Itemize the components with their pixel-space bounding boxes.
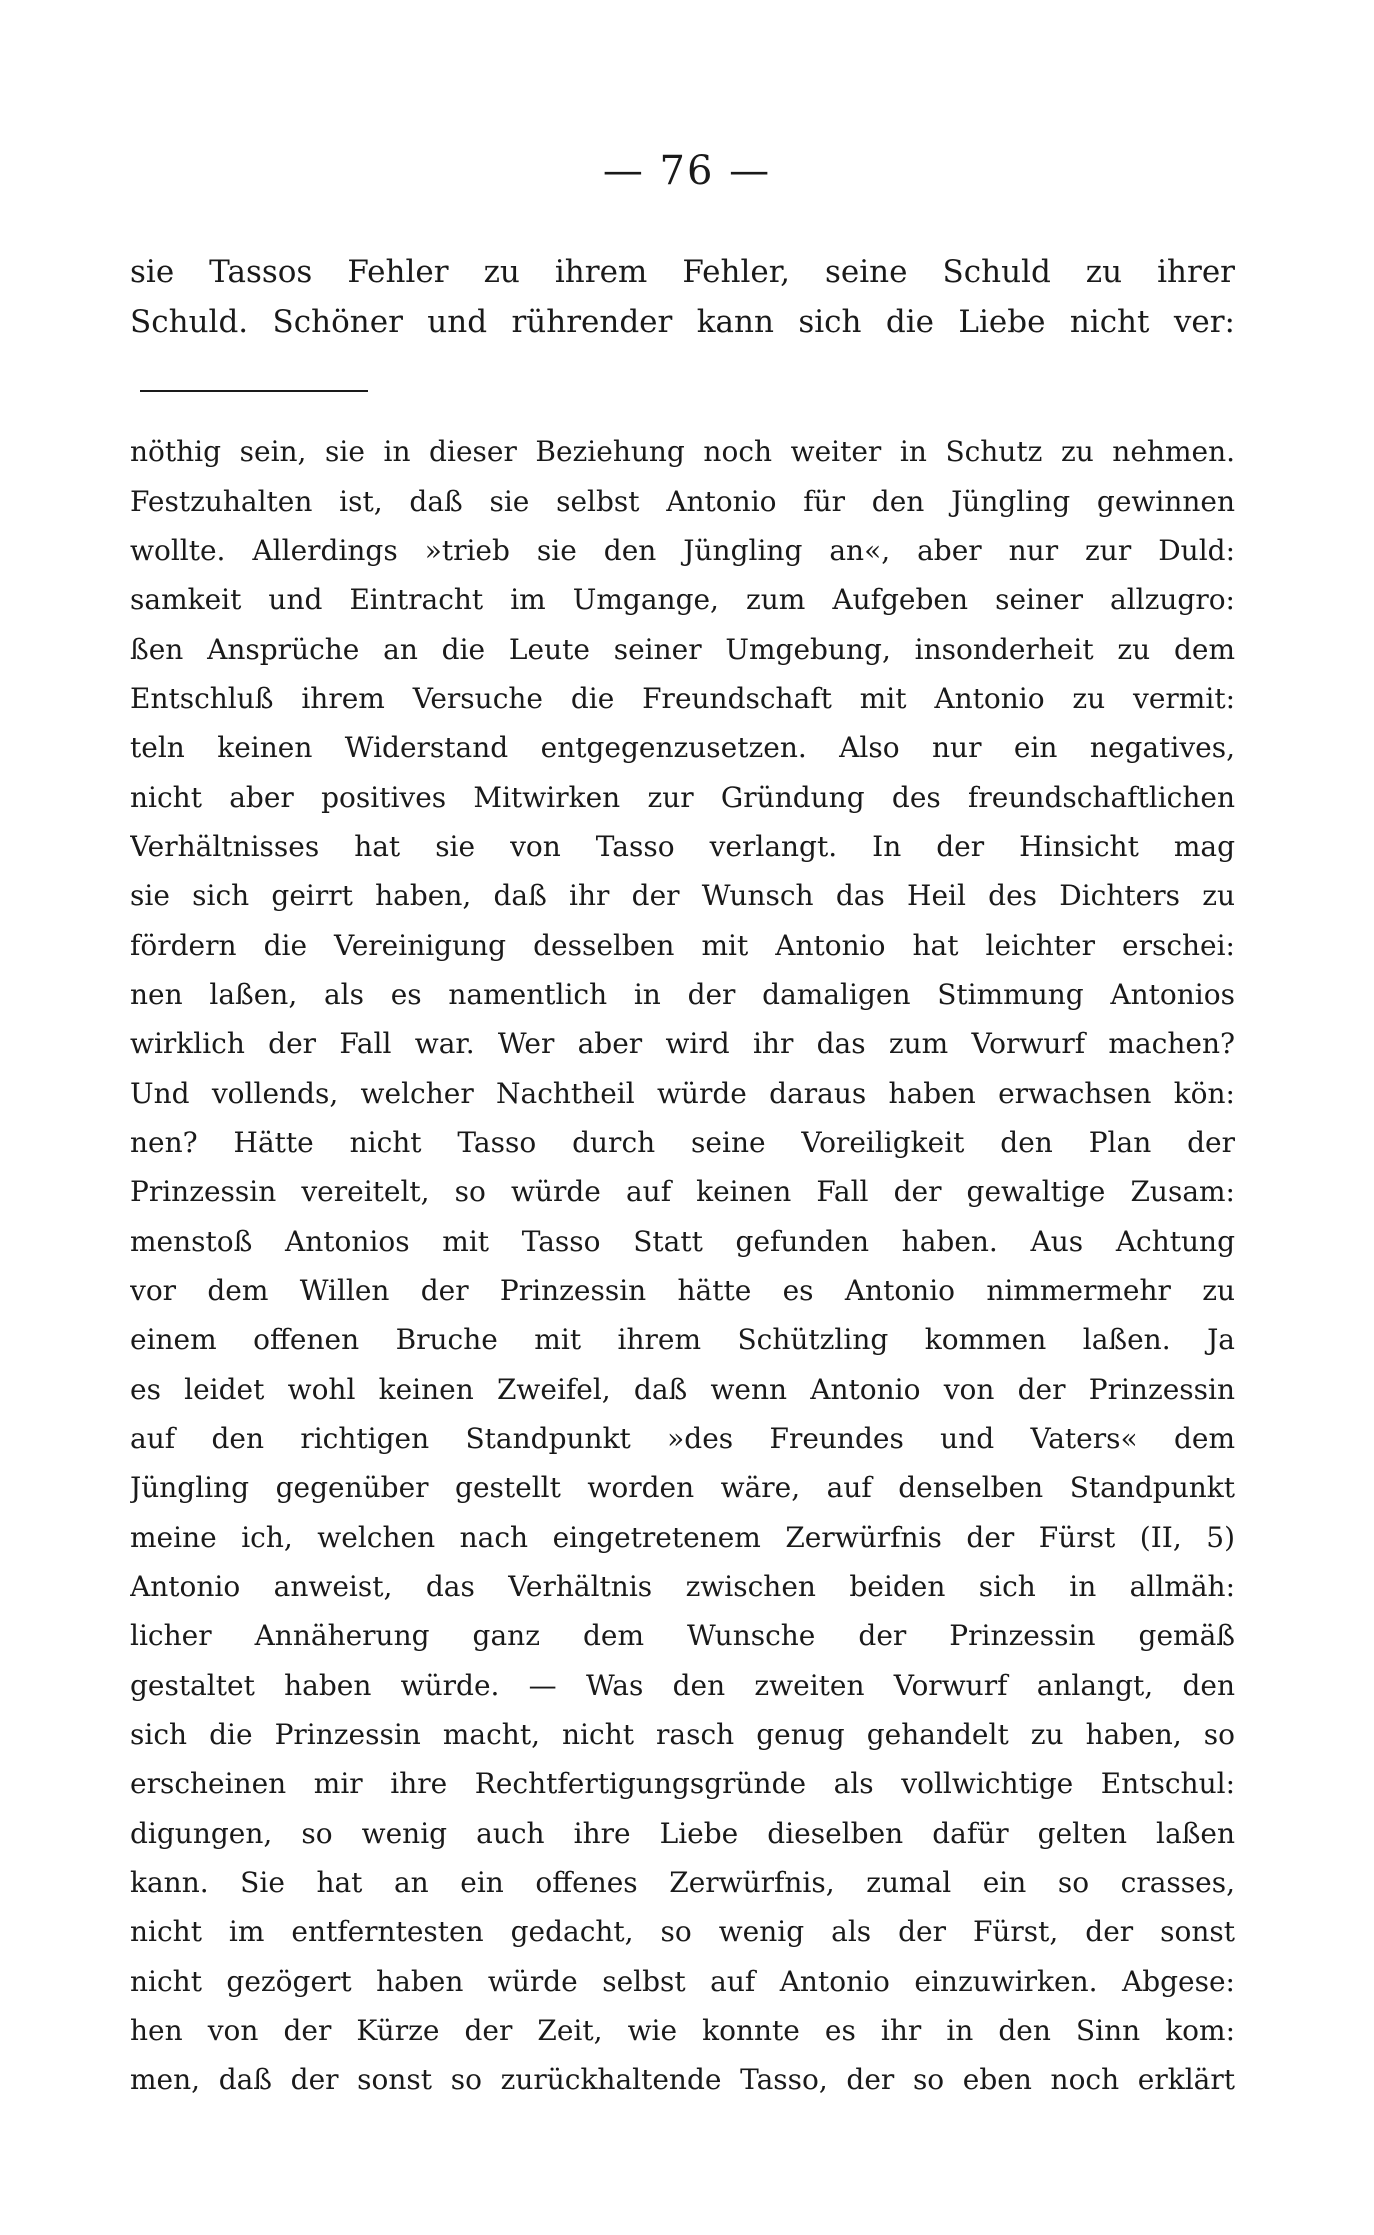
main-text-line: sie Tassos Fehler zu ihrem Fehler, seine Schuld zu ihrer	[130, 254, 1235, 290]
page-number: — 76 —	[602, 148, 772, 194]
footnote-line: ßen Ansprüche an die Leute seiner Umgebung, insonderheit zu dem	[130, 633, 1235, 666]
footnote-line: digungen, so wenig auch ihre Liebe dieselben dafür gelten laßen	[130, 1817, 1235, 1850]
footnote-rule	[140, 390, 368, 392]
main-text-line: Schuld. Schöner und rührender kann sich die Liebe nicht ver:	[130, 304, 1235, 340]
footnote-line: samkeit und Eintracht im Umgange, zum Aufgeben seiner allzugro:	[130, 583, 1235, 616]
footnote-line: Verhältnisses hat sie von Tasso verlangt. In der Hinsicht mag	[130, 830, 1235, 863]
footnote-line: vor dem Willen der Prinzessin hätte es Antonio nimmermehr zu	[130, 1274, 1235, 1307]
footnote-line: teln keinen Widerstand entgegenzusetzen. Also nur ein negatives,	[130, 731, 1235, 764]
footnote-line: nen? Hätte nicht Tasso durch seine Voreiligkeit den Plan der	[130, 1126, 1235, 1159]
footnote-line: kann. Sie hat an ein offenes Zerwürfnis, zumal ein so crasses,	[130, 1866, 1235, 1899]
footnote-line: nicht im entferntesten gedacht, so wenig als der Fürst, der sonst	[130, 1915, 1235, 1948]
footnote-line: es leidet wohl keinen Zweifel, daß wenn Antonio von der Prinzessin	[130, 1373, 1235, 1406]
footnote-line: gestaltet haben würde. — Was den zweiten Vorwurf anlangt, den	[130, 1669, 1235, 1702]
footnote-line: licher Annäherung ganz dem Wunsche der Prinzessin gemäß	[130, 1619, 1235, 1652]
footnote-line: wirklich der Fall war. Wer aber wird ihr das zum Vorwurf machen?	[130, 1027, 1235, 1060]
footnote-line: sie sich geirrt haben, daß ihr der Wunsch das Heil des Dichters zu	[130, 879, 1235, 912]
footnote-line: nicht aber positives Mitwirken zur Gründung des freundschaftlichen	[130, 781, 1235, 814]
footnote-line: Antonio anweist, das Verhältnis zwischen beiden sich in allmäh:	[130, 1570, 1235, 1603]
footnote-line: sich die Prinzessin macht, nicht rasch genug gehandelt zu haben, so	[130, 1718, 1235, 1751]
footnote-line: hen von der Kürze der Zeit, wie konnte es ihr in den Sinn kom:	[130, 2014, 1235, 2047]
footnote-line: menstoß Antonios mit Tasso Statt gefunden haben. Aus Achtung	[130, 1225, 1235, 1258]
footnote-line: erscheinen mir ihre Rechtfertigungsgründe als vollwichtige Entschul:	[130, 1767, 1235, 1800]
footnote-line: nöthig sein, sie in dieser Beziehung noch weiter in Schutz zu nehmen.	[130, 435, 1235, 468]
footnote-line: Prinzessin vereitelt, so würde auf keinen Fall der gewaltige Zusam:	[130, 1175, 1235, 1208]
footnote-line: wollte. Allerdings »trieb sie den Jüngling an«, aber nur zur Duld:	[130, 534, 1235, 567]
footnote-line: fördern die Vereinigung desselben mit Antonio hat leichter erschei:	[130, 929, 1235, 962]
footnote-line: Jüngling gegenüber gestellt worden wäre, auf denselben Standpunkt	[130, 1471, 1235, 1504]
footnote-line: Entschluß ihrem Versuche die Freundschaft mit Antonio zu vermit:	[130, 682, 1235, 715]
footnote-line: nen laßen, als es namentlich in der damaligen Stimmung Antonios	[130, 978, 1235, 1011]
footnote-line: Und vollends, welcher Nachtheil würde daraus haben erwachsen kön:	[130, 1077, 1235, 1110]
footnote-line: men, daß der sonst so zurückhaltende Tasso, der so eben noch erklärt	[130, 2063, 1235, 2096]
footnote-line: meine ich, welchen nach eingetretenem Zerwürfnis der Fürst (II, 5)	[130, 1521, 1235, 1554]
footnote-line: auf den richtigen Standpunkt »des Freundes und Vaters« dem	[130, 1422, 1235, 1455]
footnote-line: nicht gezögert haben würde selbst auf Antonio einzuwirken. Abgese:	[130, 1965, 1235, 1998]
footnote-line: Festzuhalten ist, daß sie selbst Antonio für den Jüngling gewinnen	[130, 485, 1235, 518]
footnote-line: einem offenen Bruche mit ihrem Schützling kommen laßen. Ja	[130, 1323, 1235, 1356]
